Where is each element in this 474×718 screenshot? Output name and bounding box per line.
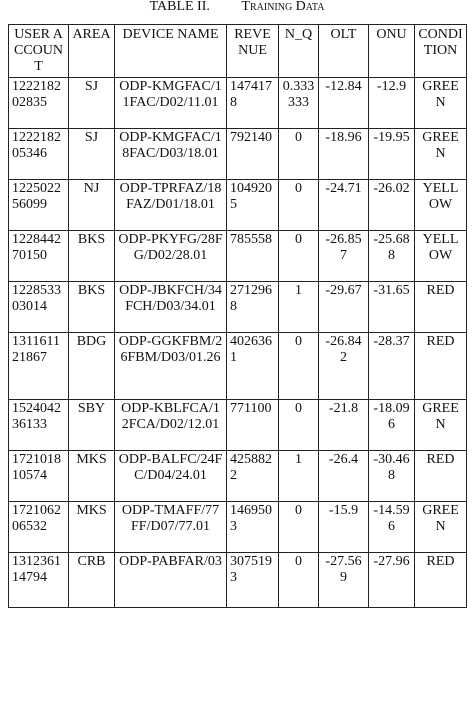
table-row xyxy=(9,180,467,231)
table-row xyxy=(9,231,467,282)
table-row xyxy=(9,553,467,608)
cell-onu: -12.9 xyxy=(369,78,415,129)
cell-condition: GREEN xyxy=(415,129,467,180)
cell-onu: -28.37 xyxy=(369,333,415,400)
cell-device-name: ODP-KMGFAC/18FAC/D03/18.01 xyxy=(115,129,227,180)
cell-area: NJ xyxy=(69,180,115,231)
cell-area: MKS xyxy=(69,451,115,502)
cell-olt: -18.96 xyxy=(319,129,369,180)
cell-user-account: 131236114794 xyxy=(9,553,69,608)
cell-n-q: 0 xyxy=(279,502,319,553)
cell-device-name: ODP-PKYFG/28FG/D02/28.01 xyxy=(115,231,227,282)
cell-onu: -31.65 xyxy=(369,282,415,333)
cell-onu: -25.688 xyxy=(369,231,415,282)
cell-revenue: 1469503 xyxy=(227,502,279,553)
cell-n-q: 0 xyxy=(279,400,319,451)
cell-condition: RED xyxy=(415,553,467,608)
cell-area: SJ xyxy=(69,129,115,180)
cell-device-name: ODP-PABFAR/03 xyxy=(115,553,227,608)
cell-onu: -26.02 xyxy=(369,180,415,231)
training-data-table xyxy=(8,24,467,608)
cell-n-q: 1 xyxy=(279,451,319,502)
cell-olt: -15.9 xyxy=(319,502,369,553)
cell-area: BDG xyxy=(69,333,115,400)
cell-n-q: 1 xyxy=(279,282,319,333)
cell-n-q: 0.333333 xyxy=(279,78,319,129)
cell-condition: GREEN xyxy=(415,78,467,129)
cell-olt: -26.857 xyxy=(319,231,369,282)
cell-device-name: ODP-GGKFBM/26FBM/D03/01.26 xyxy=(115,333,227,400)
cell-user-account: 122853303014 xyxy=(9,282,69,333)
cell-n-q: 0 xyxy=(279,333,319,400)
cell-device-name: ODP-BALFC/24FC/D04/24.01 xyxy=(115,451,227,502)
cell-area: BKS xyxy=(69,282,115,333)
cell-revenue: 792140 xyxy=(227,129,279,180)
cell-area: MKS xyxy=(69,502,115,553)
cell-area: CRB xyxy=(69,553,115,608)
cell-condition: YELLOW xyxy=(415,231,467,282)
table-row xyxy=(9,78,467,129)
cell-onu: -19.95 xyxy=(369,129,415,180)
cell-device-name: ODP-KMGFAC/11FAC/D02/11.01 xyxy=(115,78,227,129)
header-olt: OLT xyxy=(319,25,369,78)
cell-revenue: 1049205 xyxy=(227,180,279,231)
cell-onu: -30.468 xyxy=(369,451,415,502)
header-n-q: N_Q xyxy=(279,25,319,78)
table-label: TABLE II. xyxy=(149,0,210,14)
header-area: AREA xyxy=(69,25,115,78)
cell-condition: RED xyxy=(415,282,467,333)
cell-olt: -12.84 xyxy=(319,78,369,129)
cell-olt: -26.4 xyxy=(319,451,369,502)
table-title: Training Data xyxy=(241,0,325,14)
cell-area: BKS xyxy=(69,231,115,282)
header-onu: ONU xyxy=(369,25,415,78)
cell-revenue: 2712968 xyxy=(227,282,279,333)
cell-revenue: 4026361 xyxy=(227,333,279,400)
cell-olt: -26.842 xyxy=(319,333,369,400)
cell-revenue: 4258822 xyxy=(227,451,279,502)
cell-user-account: 172106206532 xyxy=(9,502,69,553)
cell-onu: -27.96 xyxy=(369,553,415,608)
cell-condition: RED xyxy=(415,333,467,400)
header-user-account: USER ACCOUNT xyxy=(9,25,69,78)
cell-condition: YELLOW xyxy=(415,180,467,231)
table-row xyxy=(9,333,467,400)
cell-user-account: 152404236133 xyxy=(9,400,69,451)
table-row xyxy=(9,282,467,333)
table-row xyxy=(9,129,467,180)
cell-revenue: 771100 xyxy=(227,400,279,451)
cell-device-name: ODP-KBLFCA/12FCA/D02/12.01 xyxy=(115,400,227,451)
cell-user-account: 122218202835 xyxy=(9,78,69,129)
table-row xyxy=(9,400,467,451)
cell-n-q: 0 xyxy=(279,553,319,608)
cell-device-name: ODP-TMAFF/77FF/D07/77.01 xyxy=(115,502,227,553)
header-row xyxy=(9,25,467,78)
cell-n-q: 0 xyxy=(279,129,319,180)
header-device-name: DEVICE NAME xyxy=(115,25,227,78)
cell-device-name: ODP-TPRFAZ/18FAZ/D01/18.01 xyxy=(115,180,227,231)
cell-olt: -29.67 xyxy=(319,282,369,333)
header-condition: CONDITION xyxy=(415,25,467,78)
cell-condition: GREEN xyxy=(415,400,467,451)
cell-revenue: 785558 xyxy=(227,231,279,282)
cell-olt: -21.8 xyxy=(319,400,369,451)
cell-user-account: 122502256099 xyxy=(9,180,69,231)
cell-olt: -27.569 xyxy=(319,553,369,608)
cell-area: SBY xyxy=(69,400,115,451)
cell-area: SJ xyxy=(69,78,115,129)
cell-user-account: 122844270150 xyxy=(9,231,69,282)
header-revenue: REVENUE xyxy=(227,25,279,78)
cell-condition: RED xyxy=(415,451,467,502)
cell-condition: GREEN xyxy=(415,502,467,553)
cell-onu: -14.596 xyxy=(369,502,415,553)
cell-onu: -18.096 xyxy=(369,400,415,451)
cell-user-account: 172101810574 xyxy=(9,451,69,502)
table-caption xyxy=(0,0,474,22)
table-row xyxy=(9,502,467,553)
cell-n-q: 0 xyxy=(279,231,319,282)
cell-olt: -24.71 xyxy=(319,180,369,231)
cell-user-account: 122218205346 xyxy=(9,129,69,180)
cell-device-name: ODP-JBKFCH/34FCH/D03/34.01 xyxy=(115,282,227,333)
cell-revenue: 1474178 xyxy=(227,78,279,129)
cell-revenue: 3075193 xyxy=(227,553,279,608)
cell-user-account: 131161121867 xyxy=(9,333,69,400)
table-row xyxy=(9,451,467,502)
cell-n-q: 0 xyxy=(279,180,319,231)
